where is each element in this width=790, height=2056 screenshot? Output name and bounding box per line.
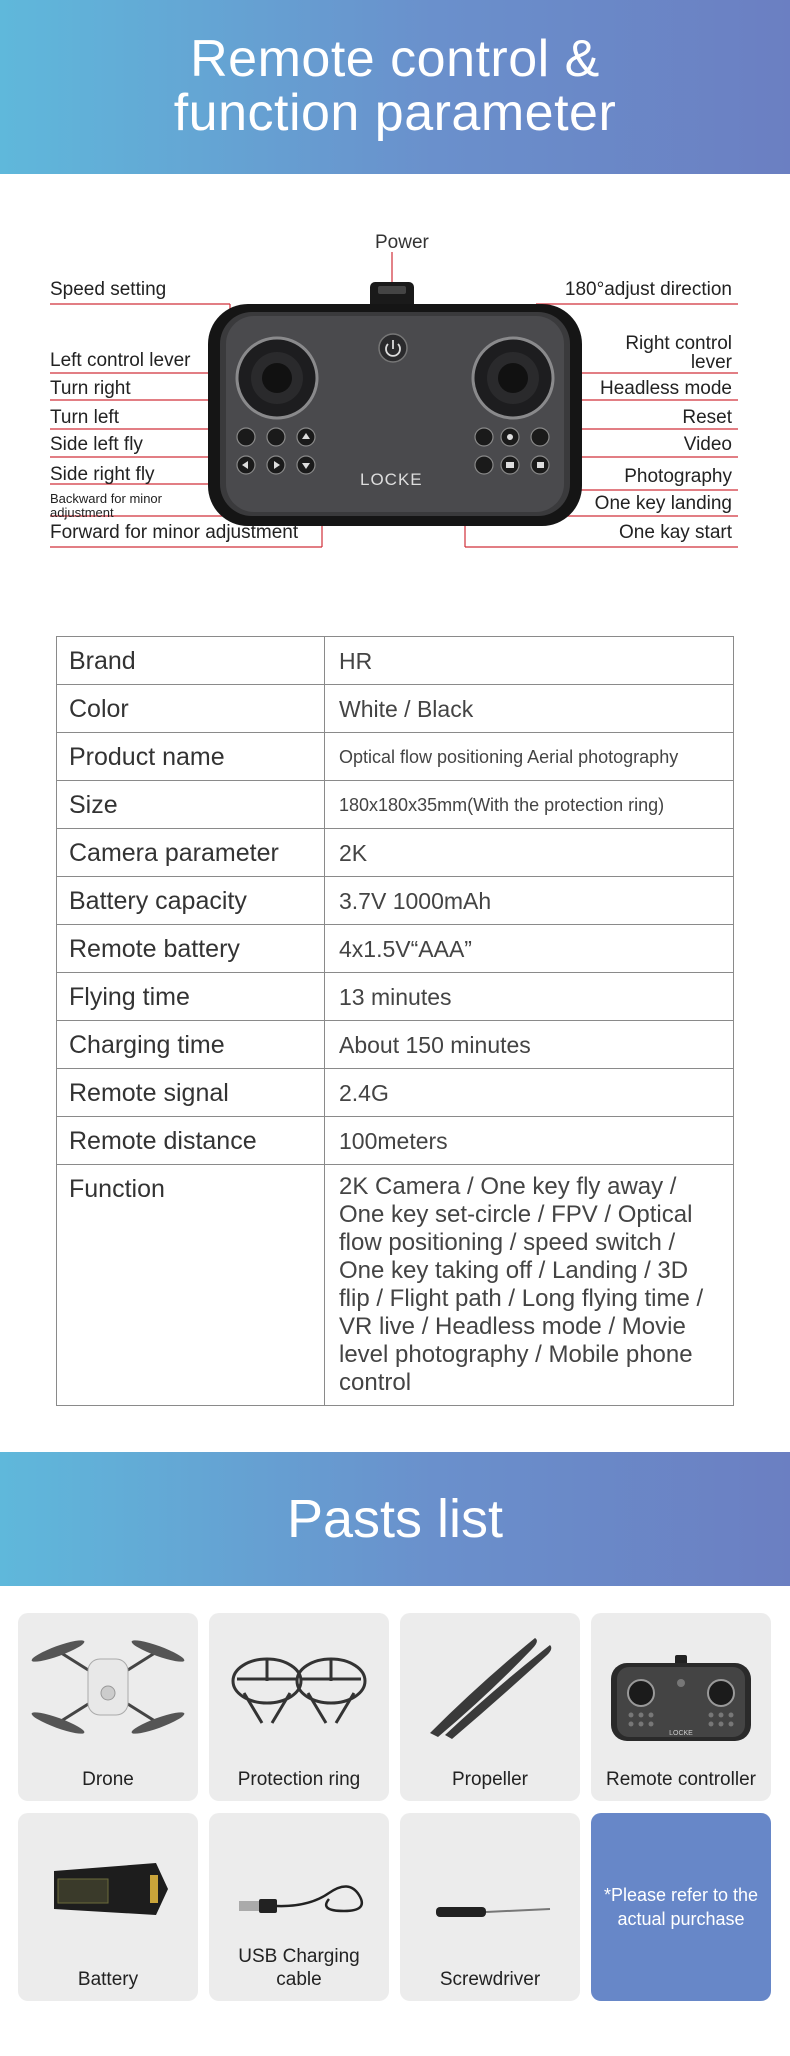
remote-diagram	[0, 174, 790, 584]
table-row	[57, 1117, 734, 1165]
part-name: Screwdriver	[439, 1969, 541, 1990]
label-one-kay-start: One kay start	[619, 522, 732, 543]
battery-image	[18, 1823, 198, 1947]
part-name: Propeller	[451, 1769, 529, 1790]
header-banner	[0, 0, 790, 174]
usb-cable-image	[209, 1823, 389, 1947]
label-backward-line1: Backward for minor	[50, 491, 162, 506]
label-turn-left: Turn left	[50, 407, 119, 428]
label-left-control-lever: Left control lever	[50, 350, 191, 371]
parts-banner	[0, 1452, 790, 1586]
spec-key: Remote signal	[57, 1069, 325, 1117]
spec-value: 100meters	[325, 1117, 734, 1165]
label-forward: Forward for minor adjustment	[50, 522, 299, 543]
part-card-battery	[18, 1813, 198, 2001]
purchase-note	[601, 1883, 761, 1931]
part-card-protection-ring	[209, 1613, 389, 1801]
spec-key: Color	[57, 685, 325, 733]
part-card-usb-cable	[209, 1813, 389, 2001]
protection-ring-image	[209, 1623, 389, 1747]
label-one-key-landing: One key landing	[594, 493, 732, 514]
spec-value: 3.7V 1000mAh	[325, 877, 734, 925]
part-card-propeller	[400, 1613, 580, 1801]
drone-image	[18, 1623, 198, 1747]
part-name: Remote controller	[606, 1769, 756, 1790]
title-line-1: Remote control &	[190, 30, 600, 88]
title-line-2: function parameter	[173, 84, 617, 142]
spec-value: White / Black	[325, 685, 734, 733]
spec-key: Product name	[57, 733, 325, 781]
table-row	[57, 733, 734, 781]
spec-value: 2K Camera / One key fly away / One key set-circle / FPV / Optical flow positioning / speed switch / One key taking off / Landing / 3D flip / Flight path / Long flying time / VR live / Headless mode / Movie level photography / Mobile phone control	[325, 1165, 734, 1406]
part-name: Battery	[77, 1969, 139, 1990]
part-name-line1: USB Charging	[238, 1946, 360, 1967]
label-side-right-fly: Side right fly	[50, 464, 155, 485]
label-adjust-direction: 180°adjust direction	[564, 279, 732, 300]
label-power: Power	[375, 232, 429, 253]
spec-key: Function	[57, 1165, 325, 1406]
spec-key: Charging time	[57, 1021, 325, 1069]
label-turn-right: Turn right	[50, 378, 131, 399]
parts-title: Pasts list	[286, 1489, 504, 1549]
part-name: Drone	[82, 1769, 134, 1790]
page-title	[0, 0, 790, 140]
spec-key: Remote distance	[57, 1117, 325, 1165]
spec-key: Remote battery	[57, 925, 325, 973]
spec-value: About 150 minutes	[325, 1021, 734, 1069]
label-video: Video	[683, 434, 732, 455]
spec-value: 2K	[325, 829, 734, 877]
spec-value: Optical flow positioning Aerial photography	[325, 733, 734, 781]
remote-controller-image	[591, 1623, 771, 1747]
spec-key: Flying time	[57, 973, 325, 1021]
purchase-note-card	[591, 1813, 771, 2001]
screwdriver-image	[400, 1823, 580, 1947]
spec-key: Brand	[57, 637, 325, 685]
part-name: Protection ring	[237, 1769, 361, 1790]
table-row	[57, 829, 734, 877]
label-right-control-lever	[625, 334, 732, 372]
label-right-control-line1: Right control	[625, 333, 732, 354]
label-speed-setting: Speed setting	[50, 279, 167, 300]
purchase-note-line2: actual purchase	[617, 1909, 745, 1929]
part-card-screwdriver	[400, 1813, 580, 2001]
table-row	[57, 781, 734, 829]
spec-key: Size	[57, 781, 325, 829]
controller-logo: LOCKE	[360, 470, 423, 489]
spec-key: Battery capacity	[57, 877, 325, 925]
spec-value: 180x180x35mm(With the protection ring)	[325, 781, 734, 829]
table-row	[57, 877, 734, 925]
label-photography: Photography	[624, 466, 732, 487]
table-row	[57, 685, 734, 733]
spec-table	[56, 636, 734, 1406]
purchase-note-line1: *Please refer to the	[603, 1885, 759, 1905]
propeller-image	[400, 1623, 580, 1747]
part-name-line2: cable	[276, 1969, 322, 1990]
label-side-left-fly: Side left fly	[50, 434, 143, 455]
table-row	[57, 925, 734, 973]
part-card-remote-controller	[591, 1613, 771, 1801]
label-backward-line2: adjustment	[50, 505, 114, 520]
label-reset: Reset	[682, 407, 732, 428]
part-card-drone	[18, 1613, 198, 1801]
table-row	[57, 1165, 734, 1406]
spec-key: Camera parameter	[57, 829, 325, 877]
table-row	[57, 1021, 734, 1069]
table-row	[57, 973, 734, 1021]
label-right-control-line2: lever	[690, 352, 732, 373]
spec-value: 13 minutes	[325, 973, 734, 1021]
part-name	[209, 1945, 389, 1991]
remote-logo: LOCKE	[669, 1730, 693, 1737]
spec-value: 4x1.5V“AAA”	[325, 925, 734, 973]
label-backward	[50, 492, 162, 520]
table-row	[57, 1069, 734, 1117]
spec-value: HR	[325, 637, 734, 685]
table-row	[57, 637, 734, 685]
label-headless-mode: Headless mode	[599, 378, 732, 399]
spec-value: 2.4G	[325, 1069, 734, 1117]
